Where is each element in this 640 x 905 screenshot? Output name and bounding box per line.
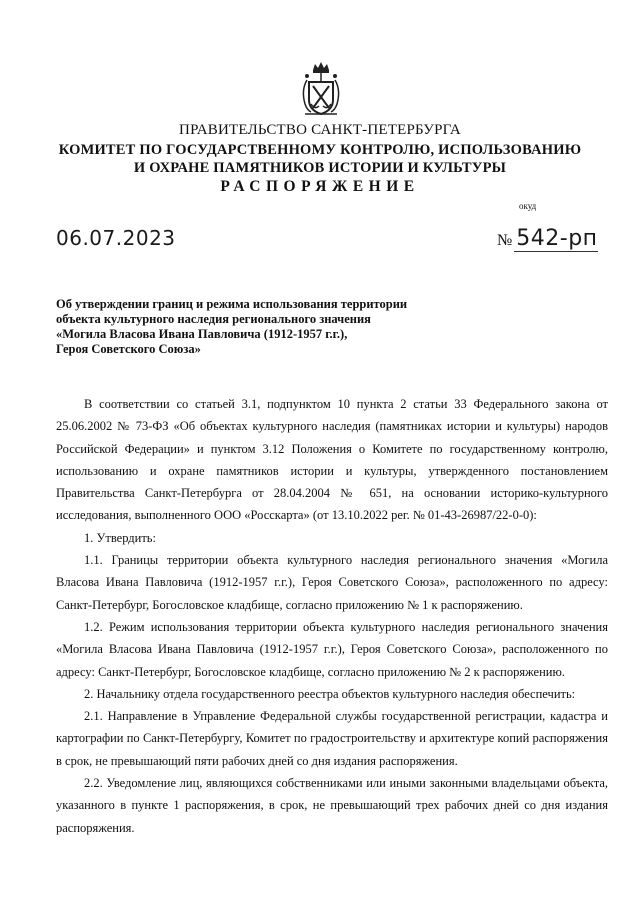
clause-2: 2. Начальнику отдела государственного реестра объектов культурного наследия обеспечить:	[84, 686, 576, 701]
committee-line-2: И ОХРАНЕ ПАМЯТНИКОВ ИСТОРИИ И КУЛЬТУРЫ	[133, 160, 507, 176]
clause-1-1: 1.1. Границы территории объекта культурного наследия регионального значения «Могила Власова Ивана Павловича (1912-1957 г.г.), Героя Советского Союза», расположенного по адресу: Санкт-Петербург, Богословское кладбище, согласно приложению № 1 к распоряжению.	[56, 553, 608, 612]
clause-2-1: 2.1. Направление в Управление Федеральной службы государственной регистрации, кадастра и картографии по Санкт-Петербургу, Комитет по градостроительству и архитектуре копий распоряжения в срок, не превышающий пяти рабочих дней со дня издания распоряжения.	[56, 709, 608, 768]
okud-label: окуд	[519, 201, 537, 211]
document-number-block	[497, 226, 598, 251]
st-petersburg-coat-of-arms-icon	[299, 60, 343, 118]
document-body	[56, 393, 608, 839]
subject-line: Героя Советского Союза»	[56, 342, 201, 356]
clause-1-2: 1.2. Режим использования территории объекта культурного наследия регионального значения «Могила Власова Ивана Павловича (1912-1957 г.г.), Героя Советского Союза», расположенного по адресу: Санкт-Петербург, Богословское кладбище, согласно приложению № 2 к распоряжению.	[56, 619, 608, 679]
government-title: ПРАВИТЕЛЬСТВО САНКТ-ПЕТЕРБУРГА	[179, 122, 461, 138]
number-underline	[514, 251, 598, 252]
clause-2-2: 2.2. Уведомление лиц, являющихся собственниками или иными законными владельцами объекта, указанного в пункте 1 распоряжения, в срок, не превышающий трех рабочих дней со дня издания распоряжения.	[56, 776, 608, 835]
preamble-paragraph: В соответствии со статьей 3.1, подпунктом 10 пункта 2 статьи 33 Федерального закона от 25.06.2002 № 73-ФЗ «Об объектах культурного наследия (памятниках истории и культуры) народов Российской Федерации» и пунктом 3.12 Положения о Комитете по государственному контролю, использованию и охране памятников истории и культуры, утвержденного постановлением Правительства Санкт-Петербурга от 28.04.2004 № 651, на основании историко-культурного исследования, выполненного ООО «Росскарта» (от 13.10.2022 рег. № 01-43-26987/22-0-0):	[56, 397, 608, 523]
document-subject	[56, 297, 416, 357]
clause-1: 1. Утвердить:	[84, 530, 156, 545]
document-type: РАСПОРЯЖЕНИЕ	[220, 178, 420, 195]
subject-line: «Могила Власова Ивана Павловича (1912-1957 г.г.),	[56, 327, 348, 341]
committee-title	[0, 141, 640, 177]
subject-line: Об утверждении границ и режима использования территории	[56, 297, 408, 311]
committee-line-1: КОМИТЕТ ПО ГОСУДАРСТВЕННОМУ КОНТРОЛЮ, ИСПОЛЬЗОВАНИЮ	[58, 142, 582, 158]
document-number: 542-рп	[516, 226, 598, 251]
document-date: 06.07.2023	[56, 226, 176, 250]
subject-line: объекта культурного наследия регионального значения	[56, 312, 371, 326]
number-sign: №	[497, 232, 513, 249]
